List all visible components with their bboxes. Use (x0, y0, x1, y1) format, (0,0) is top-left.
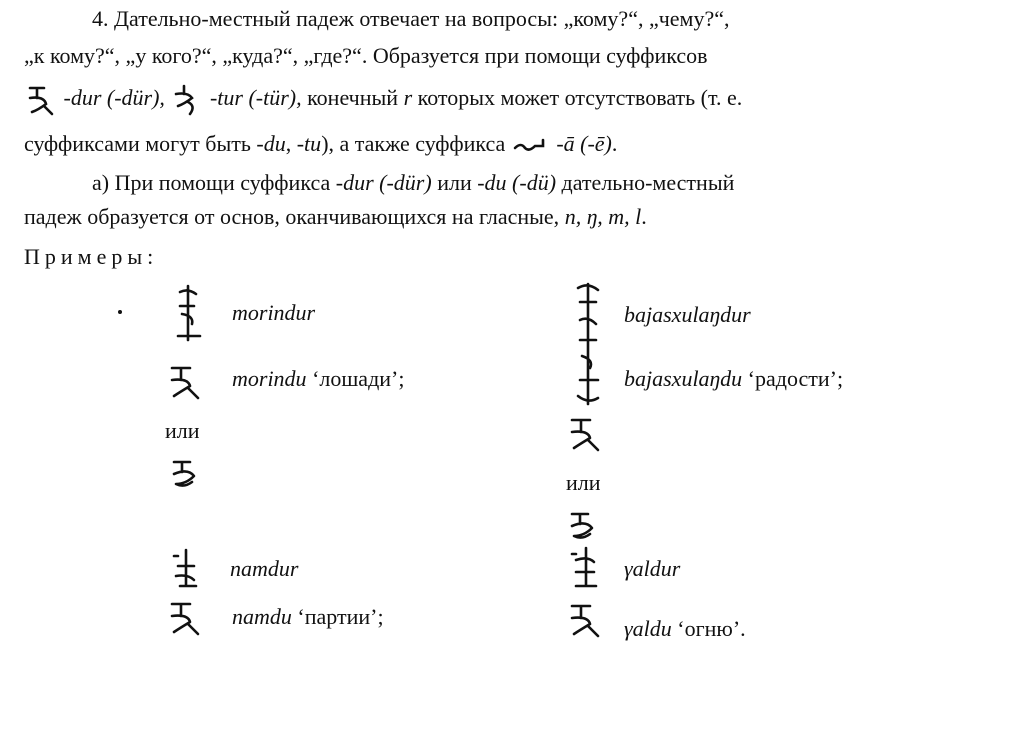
text-segment: или (431, 170, 478, 195)
paragraph-line-6 (24, 202, 647, 232)
example-morindu (232, 366, 404, 392)
mongolian-morindur-icon (170, 284, 206, 344)
example-namdu (232, 604, 384, 630)
gloss: ‘партии’; (297, 604, 384, 629)
gloss: ‘огню’. (677, 616, 746, 641)
mongolian-script-a-icon (511, 136, 551, 156)
text-segment: ), а также суффикса (321, 131, 511, 156)
suffix-tu: -tu (296, 131, 322, 156)
mongolian-galdu-icon (566, 600, 606, 640)
word: γaldu (624, 616, 672, 641)
example-bajasxulandu (624, 366, 843, 392)
suffix-tur: -tur (-tür), (209, 85, 302, 110)
example-galdur: γaldur (624, 556, 681, 581)
paragraph-line-5 (92, 168, 734, 198)
paragraph-line-1: 4. Дательно-местный падеж отвечает на вопросы: „кому?“, „чему?“, (92, 6, 730, 31)
paragraph-line-3 (24, 83, 742, 116)
text-segment: . (641, 204, 647, 229)
mongolian-morindu-icon (166, 362, 206, 402)
word: namdu (232, 604, 292, 629)
label-ili-right: или (566, 470, 601, 495)
suffix-du: -du (-dü) (477, 170, 557, 195)
text-segment: а) При помощи суффикса (92, 170, 336, 195)
stray-dot (118, 310, 122, 314)
text-segment: , (285, 131, 297, 156)
mongolian-bajasxulandur-icon (570, 280, 606, 410)
mongolian-namdu-icon (166, 598, 206, 638)
paragraph-line-2: „к кому?“, „у кого?“, „куда?“, „где?“. Образуется при помощи суффиксов (24, 43, 708, 68)
letter-r: r (403, 85, 413, 110)
suffix-dur: -dur (-dür) (335, 170, 432, 195)
word: morindu (232, 366, 307, 391)
word: bajasxulaŋdu (624, 366, 743, 391)
letters-list: n, ŋ, m, l (564, 204, 642, 229)
mongolian-galdur-icon (566, 546, 606, 590)
example-galdu (624, 616, 746, 642)
text-segment: дательно-местный (556, 170, 735, 195)
suffix-du: -du (256, 131, 286, 156)
text-segment: конечный (301, 85, 404, 110)
mongolian-script-dur-icon (24, 84, 58, 116)
mongolian-variant-icon (566, 506, 602, 542)
text-segment: суффиксами могут быть (24, 131, 257, 156)
example-namdur: namdur (230, 556, 299, 581)
examples-heading: Примеры: (24, 244, 159, 269)
paragraph-line-4 (24, 129, 617, 159)
text-segment: . (611, 131, 618, 156)
gloss: ‘радости’; (747, 366, 844, 391)
text-segment: падеж образуется от основ, оканчивающихся на гласные, (24, 204, 565, 229)
label-ili-left: или (165, 418, 200, 443)
example-morindur: morindur (232, 300, 316, 325)
mongolian-variant-icon (168, 454, 204, 490)
mongolian-script-tur-icon (170, 84, 204, 116)
gloss: ‘лошади’; (312, 366, 405, 391)
suffix-dur: -dur (-dür), (63, 85, 165, 110)
suffix-a: -ā (-ē) (556, 131, 612, 156)
example-bajasxulandur: bajasxulaŋdur (624, 302, 751, 327)
mongolian-suffix-du-icon (566, 414, 606, 454)
mongolian-namdur-icon (168, 548, 204, 590)
text-segment: которых может отсутствовать (т. е. (412, 85, 743, 110)
